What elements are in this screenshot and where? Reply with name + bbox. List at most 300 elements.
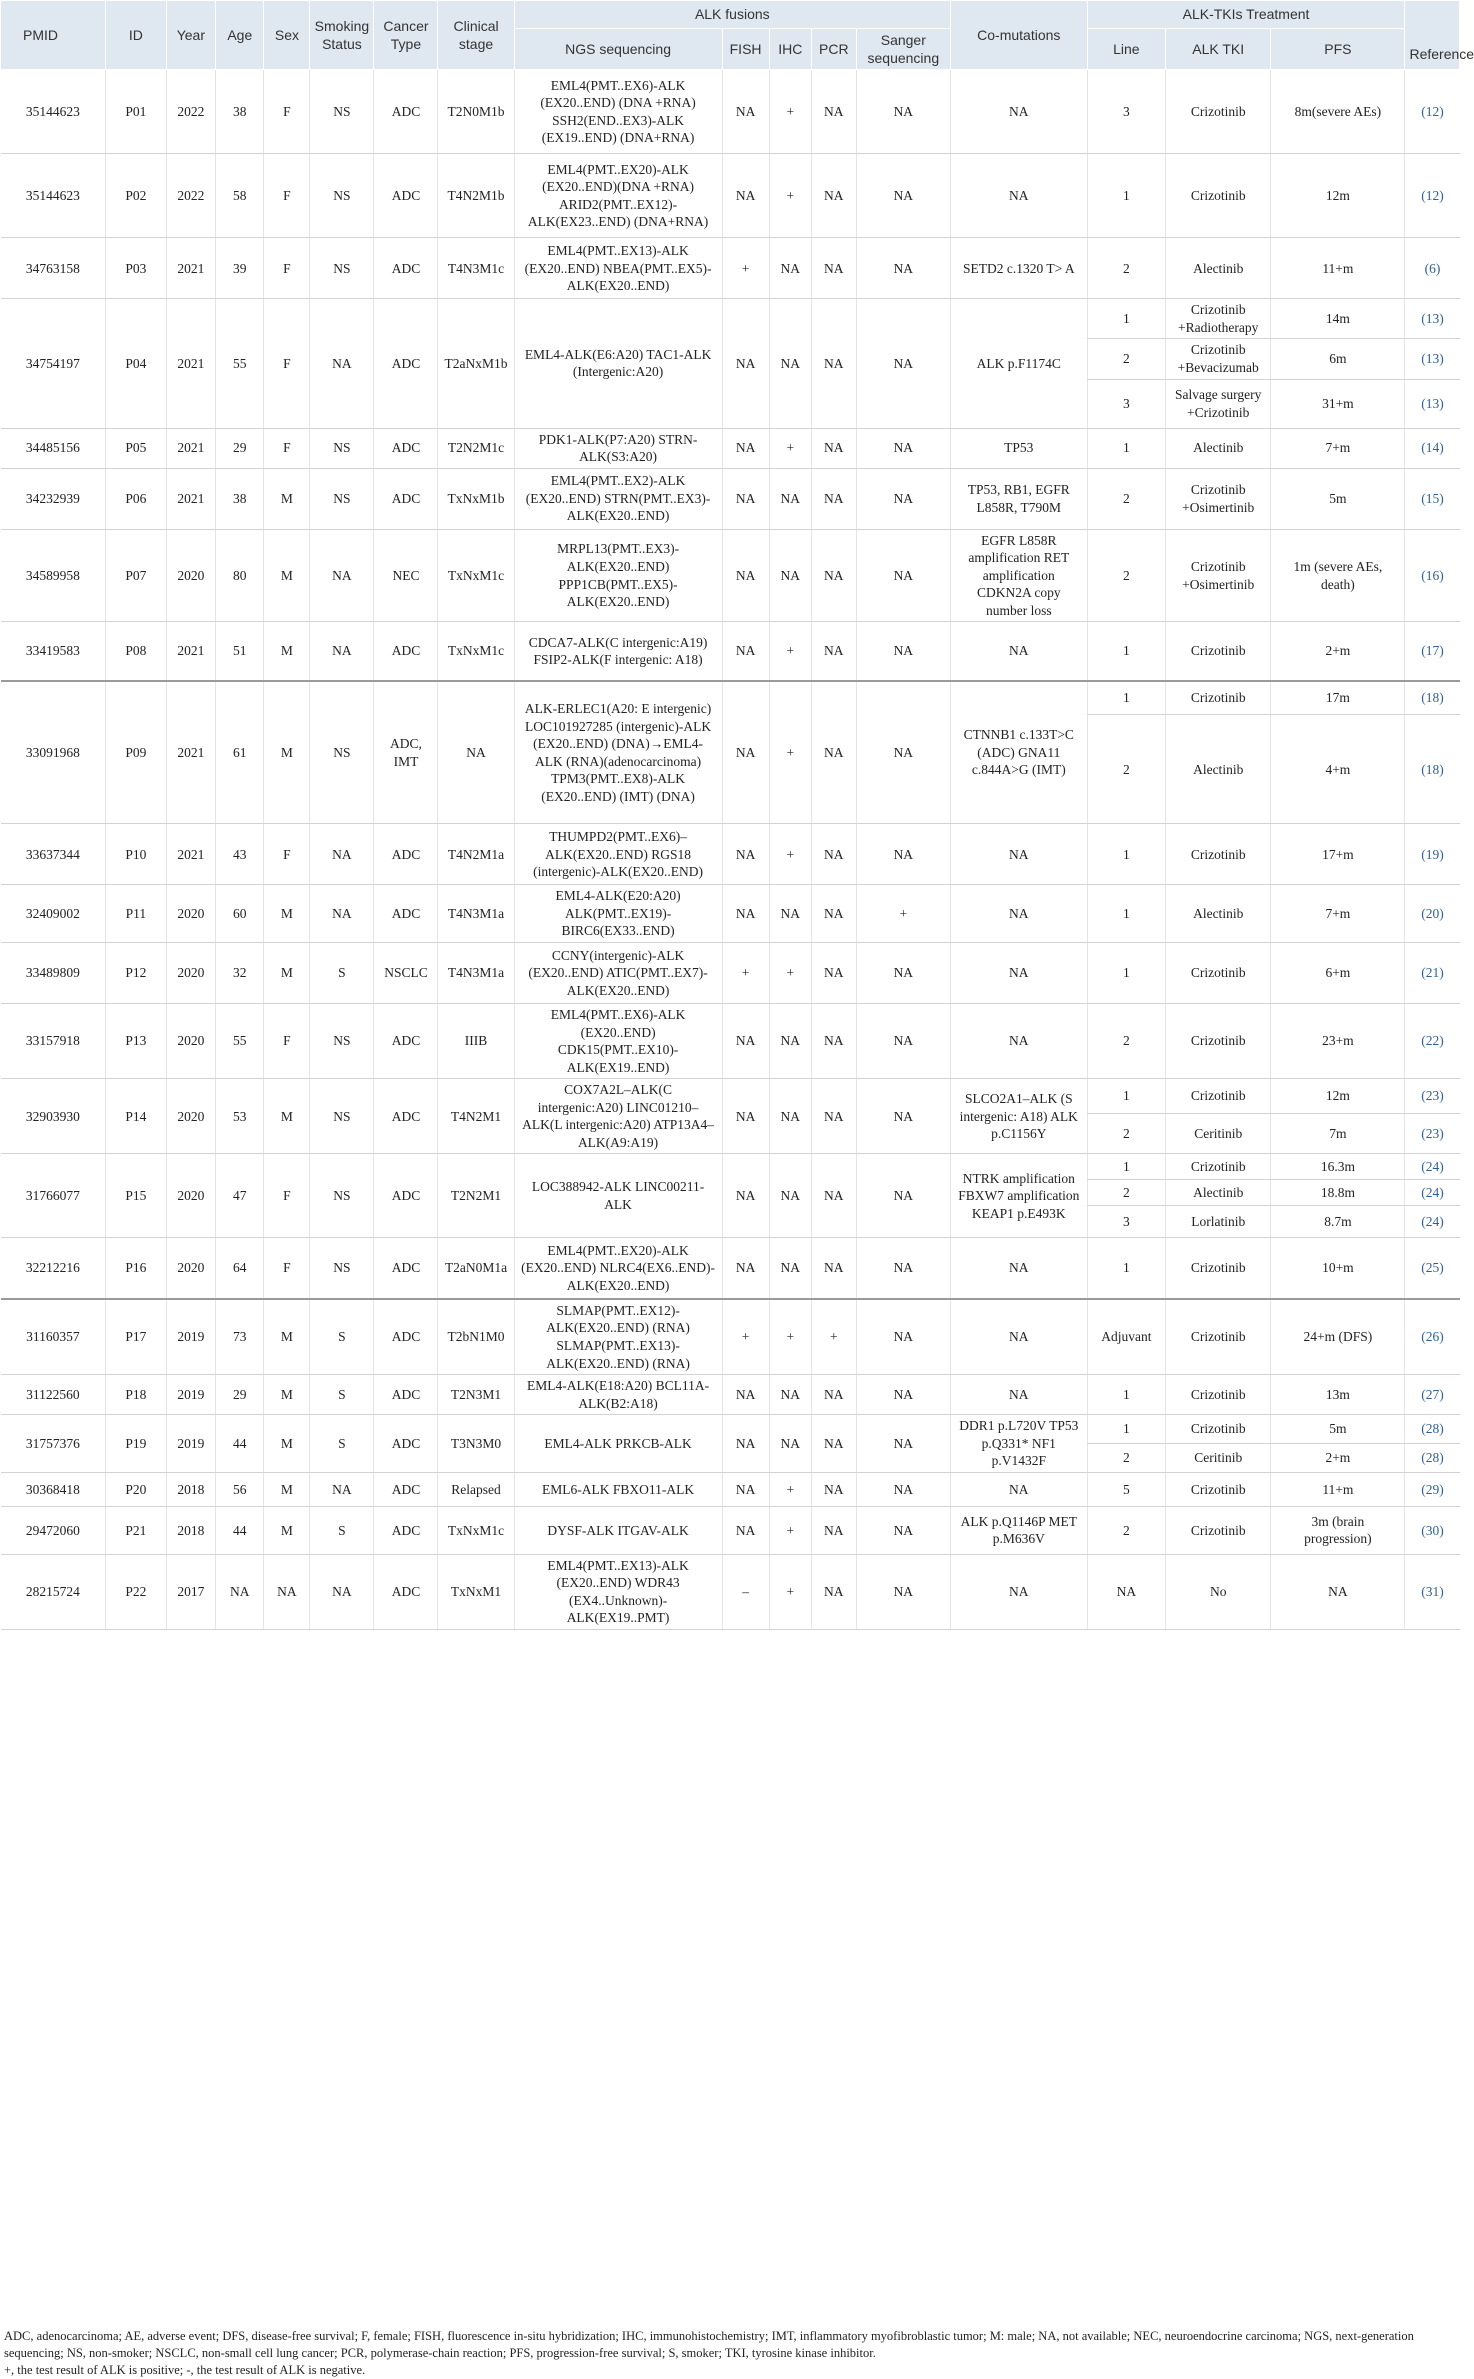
- cell-ihc: +: [769, 622, 811, 681]
- cell-reference[interactable]: (6): [1405, 238, 1460, 299]
- cell-sanger-sequencing: NA: [856, 154, 950, 238]
- cell-sex: F: [264, 1004, 310, 1079]
- cell-pfs: 16.3m: [1271, 1154, 1405, 1180]
- cell-pfs: 12m: [1271, 1079, 1405, 1114]
- header-reference: Reference: [1405, 1, 1460, 70]
- cell-ngs-sequencing: MRPL13(PMT..EX3)-ALK(EX20..END) PPP1CB(PMT..EX5)-ALK(EX20..END): [514, 529, 722, 622]
- table-row: [1, 943, 1460, 1004]
- table-header: [1, 1, 1474, 70]
- cell-pcr: +: [811, 1299, 856, 1375]
- cell-reference[interactable]: (15): [1405, 468, 1460, 529]
- cell-ngs-sequencing: EML4-ALK(E6:A20) TAC1-ALK (Intergenic:A20): [514, 299, 722, 428]
- cell-smoking-status: S: [310, 1299, 374, 1375]
- cell-co-mutations: ALK p.F1174C: [950, 299, 1087, 428]
- cell-reference[interactable]: (30): [1405, 1506, 1460, 1554]
- table-row: [1, 154, 1460, 238]
- cell-reference[interactable]: (27): [1405, 1375, 1460, 1415]
- cell-ihc: NA: [769, 1415, 811, 1473]
- cell-pcr: NA: [811, 1004, 856, 1079]
- cell-clinical-stage: Relapsed: [438, 1472, 514, 1506]
- cell-alk-tki: Crizotinib: [1166, 70, 1271, 154]
- cell-cancer-type: ADC: [374, 1004, 438, 1079]
- cell-fish: NA: [722, 1238, 769, 1299]
- header-age: Age: [216, 1, 264, 70]
- cell-sanger-sequencing: NA: [856, 1506, 950, 1554]
- cell-sex: M: [264, 885, 310, 943]
- cell-fish: NA: [722, 1415, 769, 1473]
- header-alk-fusions: ALK fusions: [514, 1, 950, 29]
- cell-cancer-type: ADC: [374, 1375, 438, 1415]
- table-row: [1, 622, 1460, 681]
- cell-age: 38: [216, 70, 264, 154]
- cell-pcr: NA: [811, 238, 856, 299]
- table-row: [1, 1299, 1460, 1375]
- cell-sex: F: [264, 428, 310, 468]
- cell-sex: F: [264, 238, 310, 299]
- cell-age: 58: [216, 154, 264, 238]
- cell-patient-id: P15: [106, 1154, 166, 1238]
- cell-line: 1: [1087, 1415, 1166, 1443]
- cell-fish: NA: [722, 1506, 769, 1554]
- cell-line: 1: [1087, 1375, 1166, 1415]
- cell-age: 44: [216, 1415, 264, 1473]
- cell-line: 3: [1087, 1206, 1166, 1238]
- cell-sex: F: [264, 70, 310, 154]
- cell-alk-tki: Crizotinib +Radiotherapy: [1166, 299, 1271, 339]
- cell-sanger-sequencing: NA: [856, 468, 950, 529]
- cell-ihc: +: [769, 1554, 811, 1629]
- cell-pmid: 33419583: [1, 622, 106, 681]
- cell-fish: NA: [722, 1375, 769, 1415]
- cell-patient-id: P13: [106, 1004, 166, 1079]
- cell-sex: M: [264, 1375, 310, 1415]
- cell-age: 73: [216, 1299, 264, 1375]
- cell-sanger-sequencing: NA: [856, 824, 950, 885]
- cell-ngs-sequencing: EML4(PMT..EX13)-ALK (EX20..END) NBEA(PMT..EX5)-ALK(EX20..END): [514, 238, 722, 299]
- cell-pcr: NA: [811, 1554, 856, 1629]
- cell-cancer-type: ADC: [374, 238, 438, 299]
- cell-patient-id: P21: [106, 1506, 166, 1554]
- cell-cancer-type: ADC: [374, 1554, 438, 1629]
- cell-reference[interactable]: (22): [1405, 1004, 1460, 1079]
- cell-smoking-status: S: [310, 1375, 374, 1415]
- header-sex: Sex: [264, 1, 310, 70]
- cell-reference[interactable]: (13): [1405, 379, 1460, 428]
- cell-patient-id: P10: [106, 824, 166, 885]
- cell-year: 2020: [166, 1004, 216, 1079]
- cell-year: 2020: [166, 1079, 216, 1154]
- cell-clinical-stage: T2N2M1c: [438, 428, 514, 468]
- cell-alk-tki: Alectinib: [1166, 238, 1271, 299]
- cell-co-mutations: NA: [950, 622, 1087, 681]
- cell-pfs: 12m: [1271, 154, 1405, 238]
- cell-age: 51: [216, 622, 264, 681]
- cell-cancer-type: ADC: [374, 1415, 438, 1473]
- cell-fish: –: [722, 1554, 769, 1629]
- cell-age: 56: [216, 1472, 264, 1506]
- cell-smoking-status: S: [310, 1415, 374, 1473]
- cell-co-mutations: NA: [950, 943, 1087, 1004]
- cell-line: 2: [1087, 715, 1166, 824]
- cell-year: 2021: [166, 299, 216, 428]
- cell-co-mutations: NA: [950, 824, 1087, 885]
- cell-age: 47: [216, 1154, 264, 1238]
- cell-smoking-status: NS: [310, 238, 374, 299]
- cell-year: 2020: [166, 943, 216, 1004]
- cell-line: 2: [1087, 1180, 1166, 1206]
- header-ihc: IHC: [769, 29, 811, 70]
- table-row: [1, 70, 1460, 154]
- cell-year: 2021: [166, 428, 216, 468]
- cell-pmid: 34754197: [1, 299, 106, 428]
- cell-cancer-type: NSCLC: [374, 943, 438, 1004]
- cell-ihc: +: [769, 428, 811, 468]
- cell-age: 32: [216, 943, 264, 1004]
- cell-pmid: 31122560: [1, 1375, 106, 1415]
- cell-co-mutations: EGFR L858R amplification RET amplification CDKN2A copy number loss: [950, 529, 1087, 622]
- cell-pmid: 33157918: [1, 1004, 106, 1079]
- cell-smoking-status: NS: [310, 1238, 374, 1299]
- cell-clinical-stage: T2bN1M0: [438, 1299, 514, 1375]
- cell-ngs-sequencing: CCNY(intergenic)-ALK (EX20..END) ATIC(PMT..EX7)-ALK(EX20..END): [514, 943, 722, 1004]
- cell-year: 2020: [166, 529, 216, 622]
- cell-cancer-type: ADC: [374, 1238, 438, 1299]
- cell-ngs-sequencing: EML4(PMT..EX20)-ALK (EX20..END)(DNA +RNA) ARID2(PMT..EX12)-ALK(EX23..END) (DNA+RNA): [514, 154, 722, 238]
- cell-reference[interactable]: (28): [1405, 1415, 1460, 1443]
- cell-sex: M: [264, 1506, 310, 1554]
- cell-age: 64: [216, 1238, 264, 1299]
- cell-reference[interactable]: (24): [1405, 1206, 1460, 1238]
- cell-reference[interactable]: (14): [1405, 428, 1460, 468]
- cell-cancer-type: ADC: [374, 1154, 438, 1238]
- cell-sex: NA: [264, 1554, 310, 1629]
- cell-pcr: NA: [811, 885, 856, 943]
- cell-alk-tki: Crizotinib: [1166, 681, 1271, 715]
- header-alk-tkis-treatment: ALK-TKIs Treatment: [1087, 1, 1405, 29]
- cell-pmid: 31757376: [1, 1415, 106, 1473]
- cell-line: 2: [1087, 1443, 1166, 1472]
- cell-pfs: 11+m: [1271, 238, 1405, 299]
- cell-reference[interactable]: (26): [1405, 1299, 1460, 1375]
- cell-ihc: NA: [769, 1079, 811, 1154]
- cell-fish: NA: [722, 428, 769, 468]
- cell-fish: NA: [722, 468, 769, 529]
- cell-reference[interactable]: (17): [1405, 622, 1460, 681]
- cell-clinical-stage: TxNxM1c: [438, 529, 514, 622]
- cell-cancer-type: ADC: [374, 622, 438, 681]
- cell-sanger-sequencing: NA: [856, 1554, 950, 1629]
- cell-line: 1: [1087, 154, 1166, 238]
- table-footnotes: [4, 2328, 1456, 2379]
- cell-line: 1: [1087, 681, 1166, 715]
- cell-year: 2021: [166, 824, 216, 885]
- header-pcr: PCR: [811, 29, 856, 70]
- cell-alk-tki: Crizotinib: [1166, 1472, 1271, 1506]
- cell-age: 44: [216, 1506, 264, 1554]
- cell-sanger-sequencing: +: [856, 885, 950, 943]
- cell-patient-id: P09: [106, 681, 166, 824]
- cell-sanger-sequencing: NA: [856, 1472, 950, 1506]
- cell-smoking-status: NS: [310, 468, 374, 529]
- cell-patient-id: P12: [106, 943, 166, 1004]
- cell-ngs-sequencing: EML4(PMT..EX13)-ALK (EX20..END) WDR43 (EX4..Unknown)-ALK(EX19..PMT): [514, 1554, 722, 1629]
- header-sanger-sequencing: Sanger sequencing: [856, 29, 950, 70]
- cell-pcr: NA: [811, 468, 856, 529]
- cell-line: 2: [1087, 1506, 1166, 1554]
- cell-year: 2019: [166, 1299, 216, 1375]
- cell-sex: M: [264, 622, 310, 681]
- cell-patient-id: P07: [106, 529, 166, 622]
- table-row: [1, 1472, 1460, 1506]
- cell-pfs: 7+m: [1271, 885, 1405, 943]
- cell-pmid: 34589958: [1, 529, 106, 622]
- cell-pcr: NA: [811, 1506, 856, 1554]
- cell-year: 2021: [166, 468, 216, 529]
- cell-line: 1: [1087, 943, 1166, 1004]
- table-row: [1, 1415, 1460, 1443]
- cell-smoking-status: NS: [310, 1154, 374, 1238]
- cell-clinical-stage: T4N3M1a: [438, 885, 514, 943]
- cell-pcr: NA: [811, 681, 856, 824]
- cell-reference[interactable]: (13): [1405, 339, 1460, 379]
- cell-patient-id: P06: [106, 468, 166, 529]
- cell-cancer-type: ADC: [374, 70, 438, 154]
- cell-sex: F: [264, 824, 310, 885]
- cell-cancer-type: ADC: [374, 299, 438, 428]
- cell-year: 2018: [166, 1506, 216, 1554]
- cell-sanger-sequencing: NA: [856, 1375, 950, 1415]
- table-body: [1, 70, 1460, 1630]
- cell-age: 38: [216, 468, 264, 529]
- cell-sanger-sequencing: NA: [856, 681, 950, 824]
- cell-pfs: 24+m (DFS): [1271, 1299, 1405, 1375]
- cell-clinical-stage: TxNxM1c: [438, 622, 514, 681]
- cell-co-mutations: TP53: [950, 428, 1087, 468]
- header-pfs: PFS: [1271, 29, 1405, 70]
- cell-pfs: 11+m: [1271, 1472, 1405, 1506]
- cell-sanger-sequencing: NA: [856, 299, 950, 428]
- cell-co-mutations: SETD2 c.1320 T> A: [950, 238, 1087, 299]
- cell-pmid: 34485156: [1, 428, 106, 468]
- cell-co-mutations: NA: [950, 1472, 1087, 1506]
- table-row: [1, 1238, 1460, 1299]
- cell-fish: NA: [722, 1472, 769, 1506]
- cell-ihc: NA: [769, 885, 811, 943]
- cell-reference[interactable]: (31): [1405, 1554, 1460, 1629]
- cell-pmid: 33637344: [1, 824, 106, 885]
- cell-reference[interactable]: (18): [1405, 681, 1460, 715]
- cell-smoking-status: S: [310, 943, 374, 1004]
- table-row: [1, 1004, 1460, 1079]
- cell-line: 2: [1087, 529, 1166, 622]
- cell-smoking-status: NA: [310, 885, 374, 943]
- cell-sex: F: [264, 299, 310, 428]
- cell-reference[interactable]: (16): [1405, 529, 1460, 622]
- cell-line: 5: [1087, 1472, 1166, 1506]
- cell-smoking-status: NS: [310, 154, 374, 238]
- cell-co-mutations: DDR1 p.L720V TP53 p.Q331* NF1 p.V1432F: [950, 1415, 1087, 1473]
- cell-alk-tki: Crizotinib: [1166, 622, 1271, 681]
- cell-pcr: NA: [811, 943, 856, 1004]
- cell-ngs-sequencing: PDK1-ALK(P7:A20) STRN-ALK(S3:A20): [514, 428, 722, 468]
- cell-ihc: +: [769, 1506, 811, 1554]
- cell-pfs: 23+m: [1271, 1004, 1405, 1079]
- cell-smoking-status: NS: [310, 70, 374, 154]
- cell-patient-id: P18: [106, 1375, 166, 1415]
- cell-pcr: NA: [811, 824, 856, 885]
- cell-reference[interactable]: (19): [1405, 824, 1460, 885]
- cell-fish: NA: [722, 529, 769, 622]
- cell-fish: +: [722, 238, 769, 299]
- cell-pfs: 8.7m: [1271, 1206, 1405, 1238]
- cell-sex: F: [264, 154, 310, 238]
- cell-year: 2021: [166, 681, 216, 824]
- cell-alk-tki: Salvage surgery +Crizotinib: [1166, 379, 1271, 428]
- cell-reference[interactable]: (23): [1405, 1114, 1460, 1154]
- cell-line: 1: [1087, 885, 1166, 943]
- cell-year: 2019: [166, 1375, 216, 1415]
- cell-pfs: 8m(severe AEs): [1271, 70, 1405, 154]
- cell-sex: M: [264, 468, 310, 529]
- table-row: [1, 1506, 1460, 1554]
- cell-patient-id: P14: [106, 1079, 166, 1154]
- cell-clinical-stage: T3N3M0: [438, 1415, 514, 1473]
- table-row: [1, 824, 1460, 885]
- cell-sanger-sequencing: NA: [856, 70, 950, 154]
- cell-clinical-stage: TxNxM1: [438, 1554, 514, 1629]
- cell-co-mutations: NA: [950, 1238, 1087, 1299]
- cell-pfs: NA: [1271, 1554, 1405, 1629]
- table-row: [1, 529, 1460, 622]
- cell-reference[interactable]: (13): [1405, 299, 1460, 339]
- cell-co-mutations: NA: [950, 885, 1087, 943]
- cell-alk-tki: Crizotinib: [1166, 154, 1271, 238]
- cell-sanger-sequencing: NA: [856, 1079, 950, 1154]
- cell-ihc: +: [769, 154, 811, 238]
- cell-sanger-sequencing: NA: [856, 622, 950, 681]
- cell-fish: NA: [722, 681, 769, 824]
- cell-pcr: NA: [811, 428, 856, 468]
- cell-reference[interactable]: (12): [1405, 154, 1460, 238]
- cell-line: 2: [1087, 1114, 1166, 1154]
- cell-pcr: NA: [811, 1238, 856, 1299]
- cell-pfs: 2+m: [1271, 1443, 1405, 1472]
- cell-patient-id: P01: [106, 70, 166, 154]
- cell-patient-id: P05: [106, 428, 166, 468]
- cell-fish: NA: [722, 622, 769, 681]
- cell-smoking-status: NS: [310, 1004, 374, 1079]
- cell-year: 2018: [166, 1472, 216, 1506]
- header-id: ID: [106, 1, 166, 70]
- cell-alk-tki: Ceritinib: [1166, 1443, 1271, 1472]
- cell-clinical-stage: T2N0M1b: [438, 70, 514, 154]
- cell-line: 1: [1087, 1079, 1166, 1114]
- cell-ngs-sequencing: DYSF-ALK ITGAV-ALK: [514, 1506, 722, 1554]
- cell-pmid: 31766077: [1, 1154, 106, 1238]
- cell-pmid: 32212216: [1, 1238, 106, 1299]
- cell-sex: M: [264, 943, 310, 1004]
- cell-line: 2: [1087, 1004, 1166, 1079]
- cell-ihc: NA: [769, 1004, 811, 1079]
- cell-cancer-type: ADC: [374, 1472, 438, 1506]
- cell-ihc: +: [769, 681, 811, 824]
- cell-ihc: NA: [769, 1238, 811, 1299]
- cell-ihc: NA: [769, 1375, 811, 1415]
- cell-year: 2020: [166, 1238, 216, 1299]
- cell-reference[interactable]: (18): [1405, 715, 1460, 824]
- cell-age: NA: [216, 1554, 264, 1629]
- cell-reference[interactable]: (25): [1405, 1238, 1460, 1299]
- cell-reference[interactable]: (29): [1405, 1472, 1460, 1506]
- cell-ihc: +: [769, 1472, 811, 1506]
- cell-alk-tki: Crizotinib: [1166, 943, 1271, 1004]
- cell-sex: M: [264, 681, 310, 824]
- cell-reference[interactable]: (24): [1405, 1154, 1460, 1180]
- cell-patient-id: P11: [106, 885, 166, 943]
- cell-fish: NA: [722, 1079, 769, 1154]
- cell-ihc: +: [769, 1299, 811, 1375]
- cell-co-mutations: NA: [950, 1299, 1087, 1375]
- cell-reference[interactable]: (12): [1405, 70, 1460, 154]
- cell-clinical-stage: T4N2M1a: [438, 824, 514, 885]
- cell-ngs-sequencing: COX7A2L–ALK(C intergenic:A20) LINC01210–ALK(L intergenic:A20) ATP13A4–ALK(A9:A19): [514, 1079, 722, 1154]
- cell-fish: NA: [722, 70, 769, 154]
- cell-year: 2021: [166, 238, 216, 299]
- cell-ihc: +: [769, 943, 811, 1004]
- cell-sanger-sequencing: NA: [856, 529, 950, 622]
- header-year: Year: [166, 1, 216, 70]
- cell-line: 1: [1087, 299, 1166, 339]
- table-row: [1, 1554, 1460, 1629]
- cell-pfs: 7m: [1271, 1114, 1405, 1154]
- cell-smoking-status: NS: [310, 681, 374, 824]
- cell-reference[interactable]: (21): [1405, 943, 1460, 1004]
- table-row: [1, 299, 1460, 339]
- cell-pfs: 10+m: [1271, 1238, 1405, 1299]
- cell-cancer-type: ADC: [374, 1299, 438, 1375]
- cell-reference[interactable]: (23): [1405, 1079, 1460, 1114]
- cell-pmid: 30368418: [1, 1472, 106, 1506]
- cell-year: 2022: [166, 154, 216, 238]
- footnote-test-result: +, the test result of ALK is positive; -, the test result of ALK is negative.: [4, 2363, 366, 2377]
- cell-ihc: +: [769, 70, 811, 154]
- cell-co-mutations: NA: [950, 154, 1087, 238]
- cell-pfs: 17m: [1271, 681, 1405, 715]
- cell-patient-id: P02: [106, 154, 166, 238]
- cell-clinical-stage: T2aN0M1a: [438, 1238, 514, 1299]
- cell-reference[interactable]: (24): [1405, 1180, 1460, 1206]
- cell-clinical-stage: T4N3M1a: [438, 943, 514, 1004]
- cell-ngs-sequencing: LOC388942-ALK LINC00211-ALK: [514, 1154, 722, 1238]
- cell-pcr: NA: [811, 1079, 856, 1154]
- table-row: [1, 238, 1460, 299]
- cell-year: 2021: [166, 622, 216, 681]
- cell-pcr: NA: [811, 622, 856, 681]
- cell-pcr: NA: [811, 70, 856, 154]
- cell-line: 3: [1087, 379, 1166, 428]
- cell-ihc: NA: [769, 299, 811, 428]
- cell-alk-tki: No: [1166, 1554, 1271, 1629]
- cell-smoking-status: NS: [310, 428, 374, 468]
- cell-ngs-sequencing: ALK-ERLEC1(A20: E intergenic) LOC101927285 (intergenic)-ALK (EX20..END) (DNA)→EML4-ALK (RNA)(adenocarcinoma) TPM3(PMT..EX8)-ALK (EX20..END) (IMT) (DNA): [514, 681, 722, 824]
- cell-ngs-sequencing: EML4(PMT..EX6)-ALK (EX20..END) (DNA +RNA) SSH2(END..EX3)-ALK (EX19..END) (DNA+RNA): [514, 70, 722, 154]
- cell-reference[interactable]: (28): [1405, 1443, 1460, 1472]
- table-row: [1, 428, 1460, 468]
- cell-reference[interactable]: (20): [1405, 885, 1460, 943]
- footnote-abbreviations: ADC, adenocarcinoma; AE, adverse event; DFS, disease-free survival; F, female; FISH, fluorescence in-situ hybridization; IHC, immunohistochemistry; IMT, inflammatory myofibroblastic tumor; M: male; NA, not available; NEC, neuroendocrine carcinoma; NGS, next-generation sequencing; NS, non-smoker; NSCLC, non-small cell lung cancer; PCR, polymerase-chain reaction; PFS, progression-free survival; S, smoker; TKI, tyrosine kinase inhibitor.: [4, 2329, 1414, 2360]
- cell-clinical-stage: TxNxM1b: [438, 468, 514, 529]
- cell-alk-tki: Alectinib: [1166, 1180, 1271, 1206]
